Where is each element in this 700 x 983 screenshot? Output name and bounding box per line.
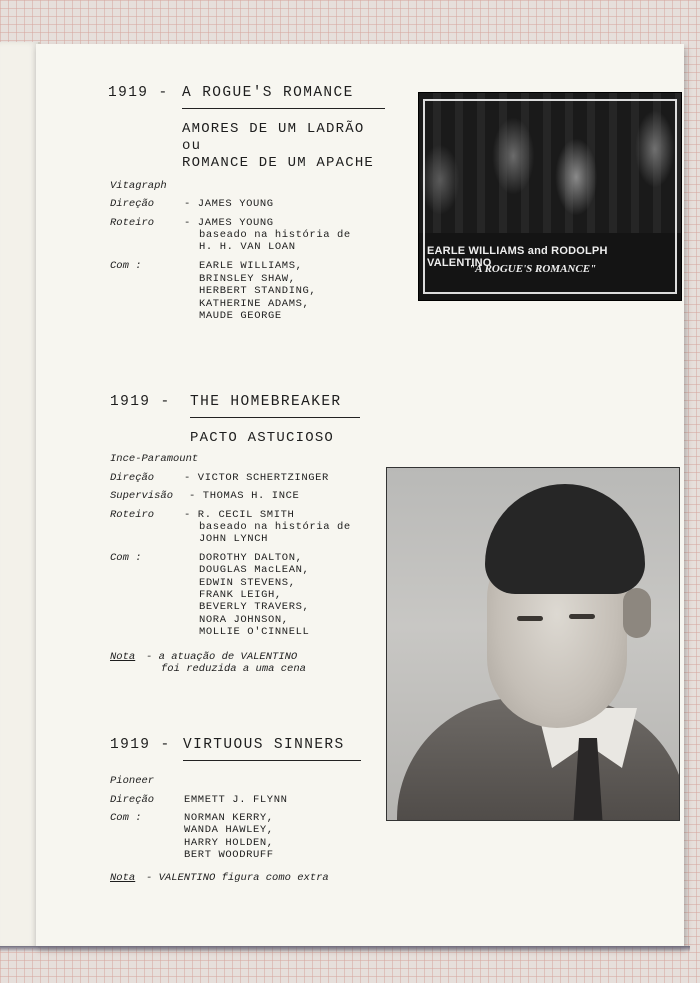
film2-direcao-value: - VICTOR SCHERTZINGER — [184, 472, 329, 484]
film3-title-rule — [183, 760, 361, 761]
film2-note-line-2: foi reduzida a uma cena — [161, 663, 306, 675]
still-photo-caption-credits: EARLE WILLIAMS and RODOLPH VALENTINO — [427, 245, 608, 269]
film3-cast-2: WANDA HAWLEY, — [184, 824, 274, 836]
film1-cast-2: BRINSLEY SHAW, — [199, 273, 296, 285]
film2-cast-1: DOROTHY DALTON, — [199, 552, 303, 564]
film2-cast-3: EDWIN STEVENS, — [199, 577, 296, 589]
portrait-right-eye — [569, 614, 595, 619]
film3-year: 1919 - — [110, 737, 171, 753]
film2-supervisao-value: - THOMAS H. INCE — [189, 490, 300, 502]
film3-cast-1: NORMAN KERRY, — [184, 812, 274, 824]
still-photo-rogues-romance — [418, 92, 682, 301]
film2-roteiro-value-2: baseado na história de — [199, 521, 351, 533]
film2-studio: Ince-Paramount — [110, 453, 199, 465]
film2-com-label: Com : — [110, 552, 142, 564]
film1-roteiro-value-1: - JAMES YOUNG — [184, 217, 274, 229]
film1-alt-title-1: AMORES DE UM LADRÃO — [182, 121, 365, 137]
film2-title: THE HOMEBREAKER — [190, 394, 342, 410]
facing-page-edge — [0, 42, 40, 948]
film2-cast-7: MOLLIE O'CINNELL — [199, 626, 310, 638]
film1-roteiro-label: Roteiro — [110, 217, 155, 229]
film2-roteiro-value-1: - R. CECIL SMITH — [184, 509, 295, 521]
portrait-left-eye — [517, 616, 543, 621]
film1-cast-1: EARLE WILLIAMS, — [199, 260, 303, 272]
film2-year: 1919 - — [110, 394, 171, 410]
film1-direcao-value: - JAMES YOUNG — [184, 198, 274, 210]
film2-cast-5: BEVERLY TRAVERS, — [199, 601, 310, 613]
portrait-photo-valentino — [386, 467, 680, 821]
film1-title-rule — [182, 108, 385, 109]
film1-cast-4: KATHERINE ADAMS, — [199, 298, 310, 310]
film3-com-label: Com : — [110, 812, 142, 824]
film3-direcao-value: EMMETT J. FLYNN — [184, 794, 288, 806]
film1-cast-3: HERBERT STANDING, — [199, 285, 317, 297]
film2-cast-4: FRANK LEIGH, — [199, 589, 282, 601]
film2-title-rule — [190, 417, 360, 418]
film1-roteiro-value-2: baseado na história de — [199, 229, 351, 241]
film1-direcao-label: Direção — [110, 198, 155, 210]
film2-supervisao-label: Supervisão — [110, 490, 174, 502]
film3-direcao-label: Direção — [110, 794, 155, 806]
film1-studio: Vitagraph — [110, 180, 167, 192]
film2-cast-2: DOUGLAS MacLEAN, — [199, 564, 310, 576]
film3-cast-4: BERT WOODRUFF — [184, 849, 274, 861]
film2-cast-6: NORA JOHNSON, — [199, 614, 289, 626]
film1-year: 1919 - — [108, 85, 169, 101]
film1-roteiro-value-3: H. H. VAN LOAN — [199, 241, 296, 253]
film3-note-line-1: - VALENTINO figura como extra — [146, 872, 329, 884]
film1-title: A ROGUE'S ROMANCE — [182, 85, 354, 101]
film2-note-line-1: - a atuação de VALENTINO — [146, 651, 298, 663]
film2-roteiro-value-3: JOHN LYNCH — [199, 533, 269, 545]
film1-cast-5: MAUDE GEORGE — [199, 310, 282, 322]
film2-direcao-label: Direção — [110, 472, 155, 484]
film3-note-label: Nota — [110, 872, 136, 884]
film1-alt-title-3: ROMANCE DE UM APACHE — [182, 155, 375, 171]
film2-roteiro-label: Roteiro — [110, 509, 155, 521]
film1-com-label: Com : — [110, 260, 142, 272]
film3-cast-3: HARRY HOLDEN, — [184, 837, 274, 849]
film3-studio: Pioneer — [110, 775, 155, 787]
portrait-hair — [485, 484, 645, 594]
film1-alt-title-2: ou — [182, 138, 202, 154]
portrait-ear — [623, 588, 651, 638]
page-shadow — [0, 946, 690, 952]
still-photo-caption-title: "A ROGUE'S ROMANCE" — [469, 263, 597, 275]
film2-note-label: Nota — [110, 651, 136, 663]
film3-title: VIRTUOUS SINNERS — [183, 737, 345, 753]
film2-alt-title-1: PACTO ASTUCIOSO — [190, 430, 335, 446]
